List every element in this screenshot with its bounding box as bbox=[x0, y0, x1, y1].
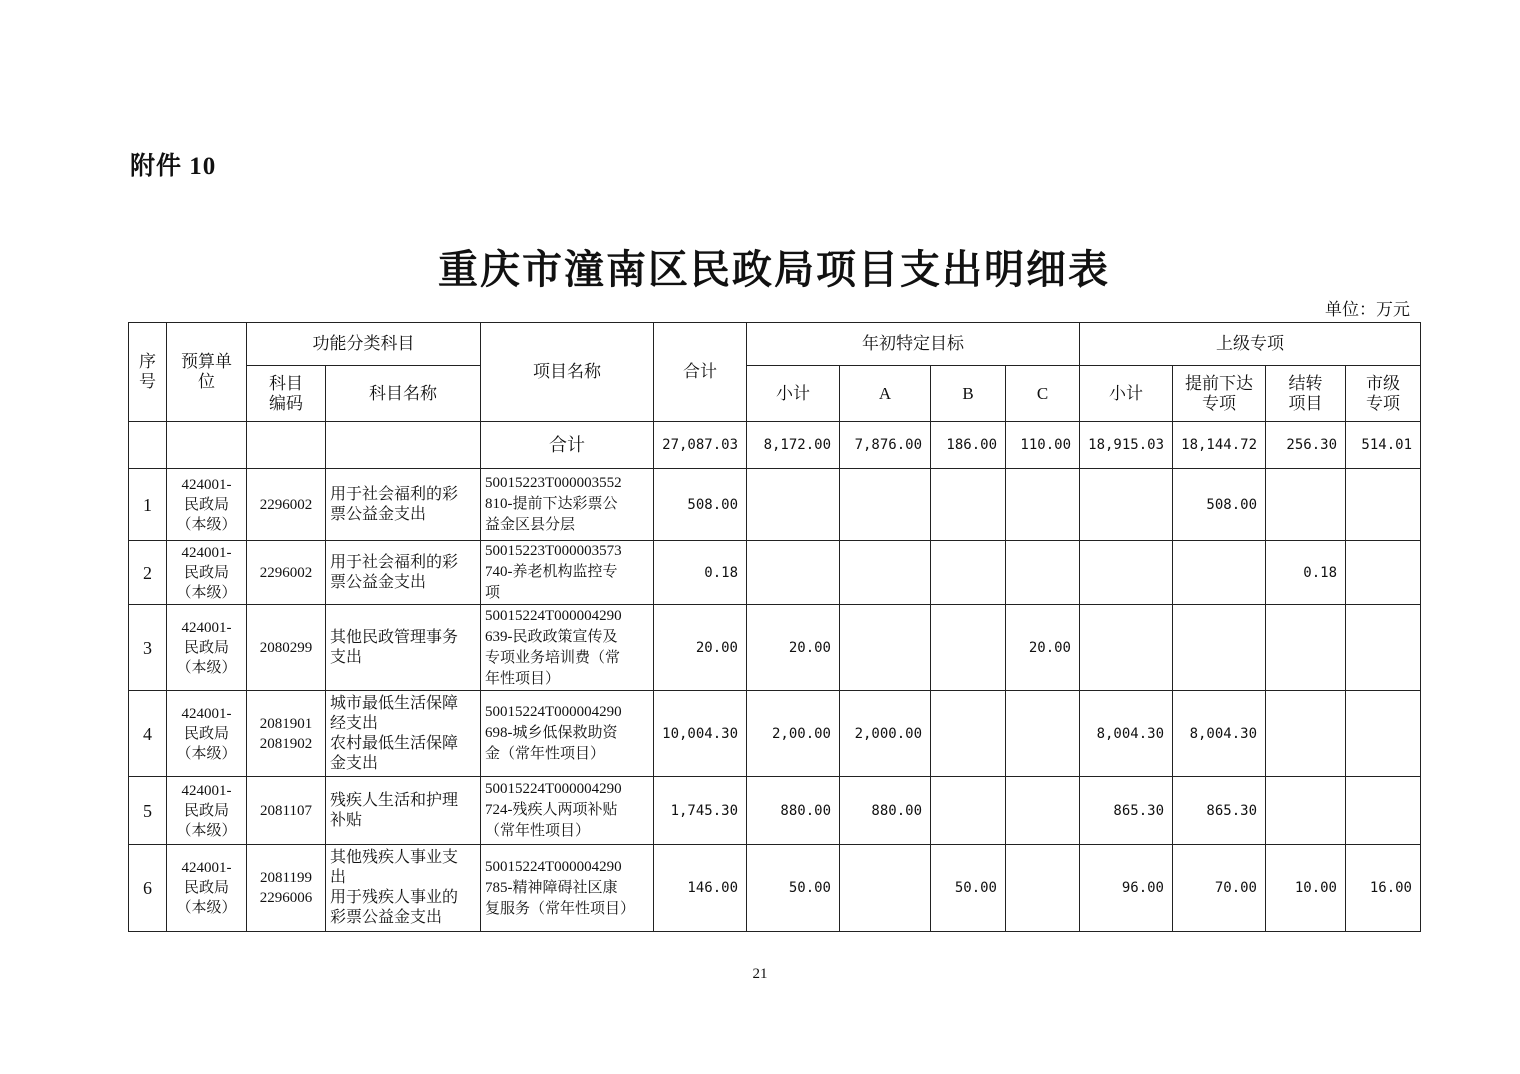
row-subject-code: 2081199 2296006 bbox=[247, 845, 326, 932]
row-seq: 6 bbox=[129, 845, 167, 932]
row-carryover bbox=[1266, 469, 1346, 541]
row-superior-subtotal bbox=[1080, 605, 1173, 691]
header-seq: 序 号 bbox=[129, 323, 167, 422]
page-title: 重庆市潼南区民政局项目支出明细表 bbox=[438, 247, 1110, 292]
row-subject-code: 2081107 bbox=[247, 777, 326, 845]
total-label: 合计 bbox=[481, 422, 654, 469]
row-budget-unit: 424001- 民政局 （本级） bbox=[167, 777, 247, 845]
row-total: 10,004.30 bbox=[654, 691, 747, 777]
row-annual-subtotal: 20.00 bbox=[747, 605, 840, 691]
row-superior-subtotal: 8,004.30 bbox=[1080, 691, 1173, 777]
total-row bbox=[129, 422, 1421, 469]
row-subject-code: 2296002 bbox=[247, 541, 326, 605]
row-seq: 2 bbox=[129, 541, 167, 605]
row-b bbox=[931, 541, 1006, 605]
row-city bbox=[1346, 541, 1421, 605]
header-c: C bbox=[1006, 366, 1080, 422]
row-annual-subtotal: 2,00.00 bbox=[747, 691, 840, 777]
header-superior: 上级专项 bbox=[1080, 323, 1421, 366]
row-subject-name: 残疾人生活和护理 补贴 bbox=[326, 777, 481, 845]
total-city: 514.01 bbox=[1346, 422, 1421, 469]
row-b bbox=[931, 469, 1006, 541]
header-total: 合计 bbox=[654, 323, 747, 422]
row-subject-code: 2081901 2081902 bbox=[247, 691, 326, 777]
header-annual-subtotal: 小计 bbox=[747, 366, 840, 422]
table-body bbox=[129, 469, 1421, 932]
header-budget-unit: 预算单 位 bbox=[167, 323, 247, 422]
row-carryover: 10.00 bbox=[1266, 845, 1346, 932]
row-superior-subtotal bbox=[1080, 541, 1173, 605]
table-row bbox=[129, 469, 1421, 541]
row-a bbox=[840, 605, 931, 691]
total-total: 27,087.03 bbox=[654, 422, 747, 469]
row-a: 880.00 bbox=[840, 777, 931, 845]
table-row bbox=[129, 845, 1421, 932]
row-c bbox=[1006, 541, 1080, 605]
row-city bbox=[1346, 469, 1421, 541]
row-seq: 3 bbox=[129, 605, 167, 691]
row-advance bbox=[1173, 605, 1266, 691]
header-a: A bbox=[840, 366, 931, 422]
row-project-name: 50015224T000004290 639-民政政策宣传及 专项业务培训费（常 年性项目） bbox=[481, 605, 654, 691]
header-city: 市级 专项 bbox=[1346, 366, 1421, 422]
row-total: 20.00 bbox=[654, 605, 747, 691]
row-advance bbox=[1173, 541, 1266, 605]
row-superior-subtotal: 865.30 bbox=[1080, 777, 1173, 845]
header-project-name: 项目名称 bbox=[481, 323, 654, 422]
row-annual-subtotal: 50.00 bbox=[747, 845, 840, 932]
row-subject-name: 城市最低生活保障 经支出 农村最低生活保障 金支出 bbox=[326, 691, 481, 777]
total-a: 7,876.00 bbox=[840, 422, 931, 469]
row-project-name: 50015224T000004290 724-残疾人两项补贴 （常年性项目） bbox=[481, 777, 654, 845]
row-seq: 1 bbox=[129, 469, 167, 541]
row-subject-name: 用于社会福利的彩 票公益金支出 bbox=[326, 541, 481, 605]
row-total: 0.18 bbox=[654, 541, 747, 605]
unit-label: 单位：万元 bbox=[1325, 300, 1410, 319]
row-total: 146.00 bbox=[654, 845, 747, 932]
row-city bbox=[1346, 605, 1421, 691]
header-b: B bbox=[931, 366, 1006, 422]
table-row bbox=[129, 691, 1421, 777]
row-project-name: 50015224T000004290 785-精神障碍社区康 复服务（常年性项目） bbox=[481, 845, 654, 932]
total-advance: 18,144.72 bbox=[1173, 422, 1266, 469]
row-b: 50.00 bbox=[931, 845, 1006, 932]
table-row bbox=[129, 777, 1421, 845]
row-annual-subtotal bbox=[747, 469, 840, 541]
row-city bbox=[1346, 777, 1421, 845]
row-subject-code: 2296002 bbox=[247, 469, 326, 541]
row-budget-unit: 424001- 民政局 （本级） bbox=[167, 691, 247, 777]
header-func-class: 功能分类科目 bbox=[247, 323, 481, 366]
row-c bbox=[1006, 777, 1080, 845]
row-advance: 508.00 bbox=[1173, 469, 1266, 541]
row-carryover: 0.18 bbox=[1266, 541, 1346, 605]
attachment-label: 附件 10 bbox=[130, 153, 217, 180]
row-a bbox=[840, 541, 931, 605]
header-subject-name: 科目名称 bbox=[326, 366, 481, 422]
row-b bbox=[931, 605, 1006, 691]
row-seq: 5 bbox=[129, 777, 167, 845]
row-project-name: 50015223T000003552 810-提前下达彩票公 益金区县分层 bbox=[481, 469, 654, 541]
row-subject-code: 2080299 bbox=[247, 605, 326, 691]
row-project-name: 50015224T000004290 698-城乡低保救助资 金（常年性项目） bbox=[481, 691, 654, 777]
row-superior-subtotal: 96.00 bbox=[1080, 845, 1173, 932]
total-annual-subtotal: 8,172.00 bbox=[747, 422, 840, 469]
row-c bbox=[1006, 469, 1080, 541]
row-project-name: 50015223T000003573 740-养老机构监控专 项 bbox=[481, 541, 654, 605]
total-b: 186.00 bbox=[931, 422, 1006, 469]
total-superior-subtotal: 18,915.03 bbox=[1080, 422, 1173, 469]
row-c bbox=[1006, 845, 1080, 932]
row-subject-name: 其他残疾人事业支 出 用于残疾人事业的 彩票公益金支出 bbox=[326, 845, 481, 932]
row-advance: 8,004.30 bbox=[1173, 691, 1266, 777]
row-subject-name: 用于社会福利的彩 票公益金支出 bbox=[326, 469, 481, 541]
row-annual-subtotal: 880.00 bbox=[747, 777, 840, 845]
row-city bbox=[1346, 691, 1421, 777]
row-c: 20.00 bbox=[1006, 605, 1080, 691]
row-budget-unit: 424001- 民政局 （本级） bbox=[167, 469, 247, 541]
table-header bbox=[129, 323, 1421, 422]
row-city: 16.00 bbox=[1346, 845, 1421, 932]
total-c: 110.00 bbox=[1006, 422, 1080, 469]
row-subject-name: 其他民政管理事务 支出 bbox=[326, 605, 481, 691]
row-total: 508.00 bbox=[654, 469, 747, 541]
row-carryover bbox=[1266, 777, 1346, 845]
row-a bbox=[840, 845, 931, 932]
header-superior-subtotal: 小计 bbox=[1080, 366, 1173, 422]
row-budget-unit: 424001- 民政局 （本级） bbox=[167, 605, 247, 691]
row-advance: 865.30 bbox=[1173, 777, 1266, 845]
table-row bbox=[129, 541, 1421, 605]
page-number: 21 bbox=[752, 966, 768, 982]
header-advance: 提前下达 专项 bbox=[1173, 366, 1266, 422]
row-a bbox=[840, 469, 931, 541]
row-total: 1,745.30 bbox=[654, 777, 747, 845]
row-carryover bbox=[1266, 691, 1346, 777]
header-carryover: 结转 项目 bbox=[1266, 366, 1346, 422]
row-c bbox=[1006, 691, 1080, 777]
table-row bbox=[129, 605, 1421, 691]
row-budget-unit: 424001- 民政局 （本级） bbox=[167, 845, 247, 932]
row-b bbox=[931, 777, 1006, 845]
row-carryover bbox=[1266, 605, 1346, 691]
header-subject-code: 科目 编码 bbox=[247, 366, 326, 422]
row-superior-subtotal bbox=[1080, 469, 1173, 541]
row-budget-unit: 424001- 民政局 （本级） bbox=[167, 541, 247, 605]
row-advance: 70.00 bbox=[1173, 845, 1266, 932]
row-annual-subtotal bbox=[747, 541, 840, 605]
row-a: 2,000.00 bbox=[840, 691, 931, 777]
header-annual-target: 年初特定目标 bbox=[747, 323, 1080, 366]
row-b bbox=[931, 691, 1006, 777]
total-carryover: 256.30 bbox=[1266, 422, 1346, 469]
row-seq: 4 bbox=[129, 691, 167, 777]
expenditure-table bbox=[128, 322, 1421, 932]
